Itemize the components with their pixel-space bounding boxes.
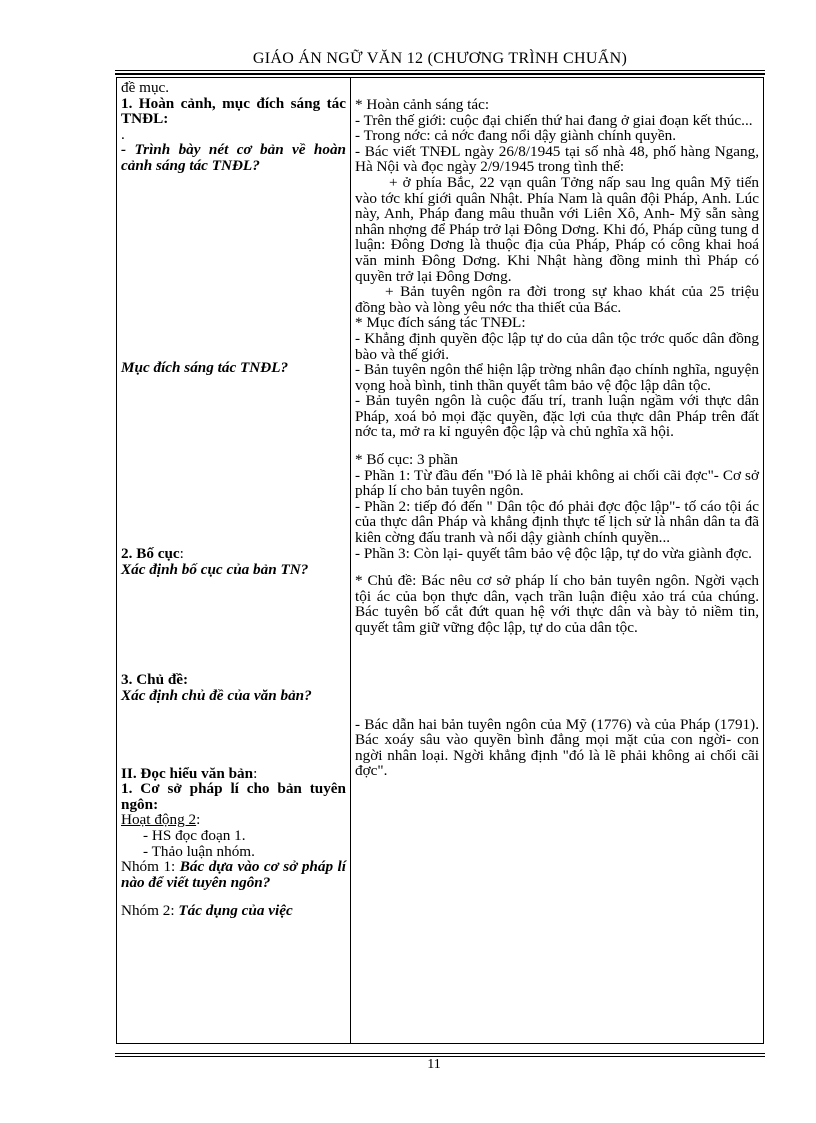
group-label: Nhóm 1: bbox=[121, 858, 180, 876]
left-text: : bbox=[253, 764, 258, 782]
header-rule bbox=[115, 70, 765, 71]
answer-text: - Phần 2: tiếp đó đến " Dân tộc đó phải đợc độc lập"- tố cáo tội ác của thực dân Pháp và khẳng định thực tế lịch sử là nhân dân ta đã kiên cờng đấu tranh và nổi dậy giành chính quyền... bbox=[355, 497, 759, 547]
footer-rule bbox=[115, 1053, 765, 1054]
answer-text: - Bản tuyên ngôn thể hiện lập trờng nhân đạo chính nghĩa, nguyện vọng hoà bình, tinh thần quyết tâm bảo vệ độc lập dân tộc. bbox=[355, 361, 759, 394]
answer-text: - Trong nớc: cả nớc đang nổi dậy giành chính quyền. bbox=[355, 127, 677, 145]
question: Tác dụng của việc bbox=[178, 902, 293, 920]
group-label: Nhóm 2: bbox=[121, 902, 179, 920]
table-row bbox=[117, 78, 764, 1044]
activity-label: Hoạt động 2 bbox=[121, 811, 197, 829]
page-number: 11 bbox=[427, 1057, 441, 1072]
section-heading: 2. Bố cục bbox=[121, 545, 180, 563]
left-text: : bbox=[196, 811, 201, 829]
left-text: - Thảo luận nhóm. bbox=[143, 842, 255, 860]
answer-text: * Bố cục: 3 phần bbox=[355, 451, 458, 469]
answer-text: - Phần 1: Từ đầu đến "Đó là lẽ phải không ai chối cãi đợc"- Cơ sở pháp lí cho bản tuyên ngôn. bbox=[355, 466, 759, 500]
question: Xác định bố cục của bản TN? bbox=[121, 560, 309, 578]
left-text: . bbox=[121, 125, 125, 143]
answer-text: * Mục đích sáng tác TNĐL: bbox=[355, 314, 526, 332]
header-rule-thick bbox=[115, 73, 765, 75]
question: Mục đích sáng tác TNĐL? bbox=[121, 358, 289, 376]
answer-text: + Bản tuyên ngôn ra đời trong sự khao khát của 25 triệu đồng bào và lòng yêu nớc tha thiết của Bác. bbox=[355, 283, 759, 316]
lesson-table bbox=[116, 77, 764, 1044]
page-header: GIÁO ÁN NGỮ VĂN 12 (CHƯƠNG TRÌNH CHUẨN) bbox=[252, 50, 628, 67]
left-column bbox=[117, 78, 351, 1044]
answer-text: - Bản tuyên ngôn là cuộc đấu trí, tranh luận ngầm với thực dân Pháp, xoá bỏ mọi đặc quyền, đặc lợi của thực dân Pháp trên đất nớc ta, mở ra kỉ nguyên độc lập và chủ nghĩa xã hội. bbox=[355, 392, 759, 441]
answer-text: - Khẳng định quyền độc lập tự do của dân tộc trớc quốc dân đồng bào và thế giới. bbox=[355, 329, 759, 363]
right-column bbox=[351, 78, 764, 1044]
answer-text: - Trên thế giới: cuộc đại chiến thứ hai đang ở giai đoạn kết thúc... bbox=[355, 111, 753, 129]
left-text: đề mục. bbox=[121, 79, 170, 96]
answer-text: - Bác viết TNĐL ngày 26/8/1945 tại số nhà 48, phố hàng Ngang, Hà Nội và đọc ngày 2/9/1945 trong tình thế: bbox=[355, 142, 759, 176]
answer-text: * Chủ đề: Bác nêu cơ sở pháp lí cho bản tuyên ngôn. Ngời vạch tội ác của bọn thực dân, vạch trần luận điệu xảo trá của chúng. Bác tuyên bố cắt đứt quan hệ với thực dân và bày tỏ niềm tin, quyết tâm giữ vững độc lập, tự do của dân tộc. bbox=[355, 572, 759, 636]
answer-text: * Hoàn cảnh sáng tác: bbox=[355, 96, 490, 113]
answer-text: - Phần 3: Còn lại- quyết tâm bảo vệ độc lập, tự do vừa giành đợc. bbox=[355, 544, 752, 562]
question: - Trình bày nét cơ bản về hoàn cảnh sáng tác TNĐL? bbox=[121, 141, 346, 174]
section-heading: 3. Chủ đề: bbox=[121, 671, 189, 689]
section-heading: 1. Cơ sở pháp lí cho bản tuyên ngôn: bbox=[121, 780, 346, 813]
left-text: - HS đọc đoạn 1. bbox=[143, 826, 246, 844]
left-text: : bbox=[179, 545, 184, 563]
section-heading: II. Đọc hiểu văn bản bbox=[121, 764, 254, 782]
section-heading: 1. Hoàn cảnh, mục đích sáng tác TNĐL: bbox=[121, 94, 346, 128]
question: Xác định chủ đề của văn bản? bbox=[121, 686, 312, 704]
answer-text: + ở phía Bắc, 22 vạn quân Tởng nấp sau lng quân Mỹ tiến vào tớc khí giới quân Nhật. Phía Nam là quân đội Pháp, Anh. Lúc này, Anh, Pháp đang mâu thuẫn với Liên Xô, Anh- Mỹ sẵn sàng nhân nhợng để Pháp trở lại Đông Dơng. Khi đó, Pháp cũng tung d luận: Đông Dơng là thuộc địa của Pháp, Pháp có công khai hoá văn minh Đông Dơng. Khi Nhật hàng đồng minh thì Pháp có quyền trở lại Đông Dơng. bbox=[355, 173, 759, 285]
answer-text: - Bác dẫn hai bản tuyên ngôn của Mỹ (1776) và của Pháp (1791). Bác xoáy sâu vào quyền bình đẳng mọi mặt của con ngời- con ngời nhân loại. Ngời khẳng định "đó là lẽ phải không ai chối cãi đợc". bbox=[355, 715, 759, 780]
question: Bác dựa vào cơ sở pháp lí nào để viết tuyên ngôn? bbox=[121, 858, 346, 891]
